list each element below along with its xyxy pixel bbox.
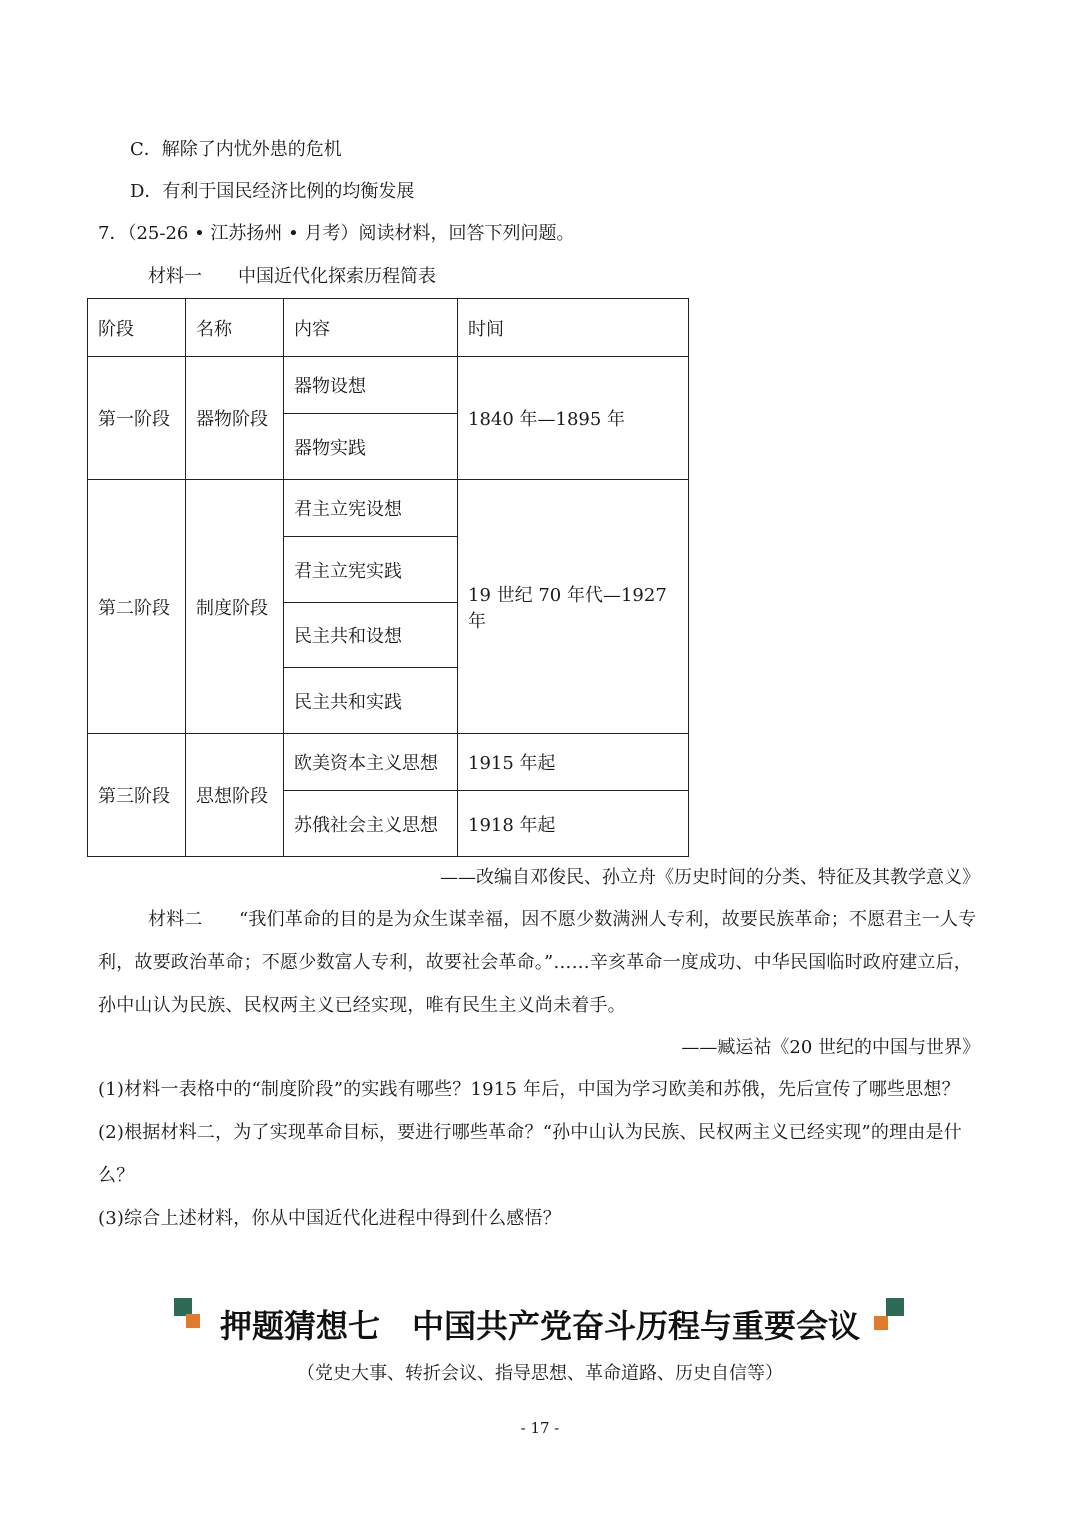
section-title: 押题猜想七 中国共产党奋斗历程与重要会议 [219, 1307, 860, 1345]
stage-cell: 第三阶段 [88, 734, 186, 857]
content-cell: 器物设想 [284, 357, 458, 414]
table-header-row [88, 299, 689, 357]
name-cell: 器物阶段 [186, 357, 284, 480]
sub-question-3: (3)综合上述材料，你从中国近代化进程中得到什么感悟？ [98, 1208, 561, 1229]
time-cell: 1918 年起 [458, 791, 689, 857]
material1-label: 材料一 中国近代化探索历程简表 [148, 266, 436, 287]
question-stem: 7．（25-26 • 江苏扬州 • 月考）阅读材料，回答下列问题。 [98, 223, 575, 244]
source-citation-1: ——改编自邓俊民、孙立舟《历史时间的分类、特征及其教学意义》 [440, 867, 980, 888]
time-cell: 1840 年—1895 年 [458, 357, 689, 480]
table-row [88, 734, 689, 791]
sub-question-2: (2)根据材料二，为了实现革命目标，要进行哪些革命？“孙中山认为民族、民权两主义已经实现”的理由是什么？ [98, 1122, 962, 1186]
time-cell: 1915 年起 [458, 734, 689, 791]
table-row [88, 480, 689, 537]
content-cell: 君主立宪设想 [284, 480, 458, 537]
history-table [87, 298, 689, 857]
material2-text: 材料二 “我们革命的目的是为众生谋幸福，因不愿少数满洲人专利，故要民族革命；不愿君主一人专利，故要政治革命；不愿少数富人专利，故要社会革命。”……辛亥革命一度成功、中华民国临时政府建立后，孙中山认为民族、民权两主义已经实现，唯有民生主义尚未着手。 [98, 909, 977, 1016]
stage-cell: 第一阶段 [88, 357, 186, 480]
content-cell: 苏俄社会主义思想 [284, 791, 458, 857]
table-row [88, 357, 689, 414]
page-number: - 17 - [520, 1419, 560, 1437]
content-cell: 民主共和实践 [284, 668, 458, 734]
content-cell: 君主立宪实践 [284, 537, 458, 603]
time-cell: 19 世纪 70 年代—1927 年 [458, 480, 689, 734]
name-cell: 思想阶段 [186, 734, 284, 857]
header-cell: 内容 [284, 299, 458, 357]
content-cell: 器物实践 [284, 414, 458, 480]
content-cell: 民主共和设想 [284, 603, 458, 668]
header-cell: 阶段 [88, 299, 186, 357]
header-cell: 名称 [186, 299, 284, 357]
header-cell: 时间 [458, 299, 689, 357]
stage-cell: 第二阶段 [88, 480, 186, 734]
section-subtitle: （党史大事、转折会议、指导思想、革命道路、历史自信等） [297, 1363, 783, 1384]
option-c: C．解除了内忧外患的危机 [130, 139, 342, 160]
option-d: D．有利于国民经济比例的均衡发展 [130, 181, 415, 202]
name-cell: 制度阶段 [186, 480, 284, 734]
sub-question-1: (1)材料一表格中的“制度阶段”的实践有哪些？1915 年后，中国为学习欧美和苏俄，先后宣传了哪些思想？ [98, 1079, 960, 1100]
source-citation-2: ——臧运祜《20 世纪的中国与世界》 [681, 1037, 980, 1058]
content-cell: 欧美资本主义思想 [284, 734, 458, 791]
